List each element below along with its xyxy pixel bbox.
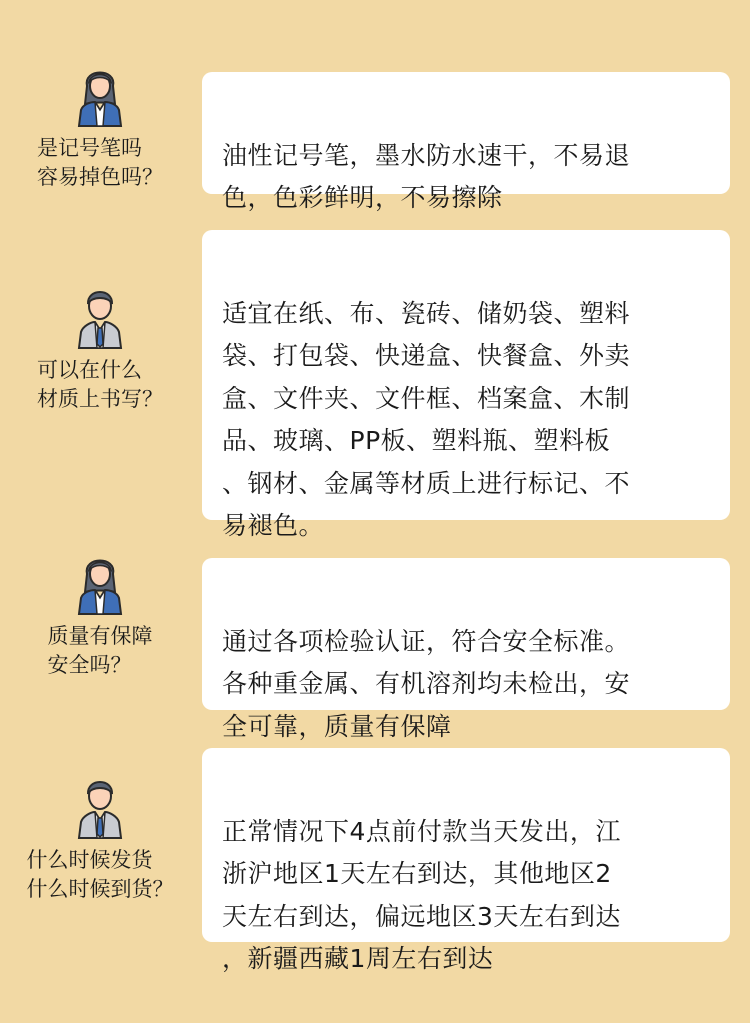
answer-text: 适宜在纸、布、瓷砖、储奶袋、塑料 袋、打包袋、快递盒、快餐盒、外卖 盒、文件夹、文件框、档案盒、木制 品、玻璃、PP板、塑料瓶、塑料板 、钢材、金属等材质上进行标记、不 易褪色。 (222, 298, 631, 540)
asker-1 (0, 58, 200, 192)
answer-text: 通过各项检验认证，符合安全标准。 各种重金属、有机溶剂均未检出，安 全可靠，质量有保障 (222, 626, 631, 741)
businessman-icon (75, 280, 125, 350)
question-text: 是记号笔吗 容易掉色吗？ (37, 136, 163, 189)
answer-bubble (202, 72, 730, 212)
asker-3 (0, 546, 200, 680)
question-text: 质量有保障 安全吗？ (47, 624, 153, 677)
question-text: 可以在什么 材质上书写？ (37, 358, 163, 411)
asker-4 (0, 770, 200, 904)
answer-bubble (202, 230, 730, 540)
businessman-icon (75, 770, 125, 840)
answer-bubble (202, 558, 730, 741)
answer-text: 正常情况下4点前付款当天发出，江 浙沪地区1天左右到达，其他地区2 天左右到达，偏远地区3天左右到达 ，新疆西藏1周左右到达 (222, 816, 621, 973)
businesswoman-icon (75, 546, 125, 616)
asker-2 (0, 280, 200, 414)
question-text: 什么时候发货 什么时候到货？ (26, 848, 174, 901)
answer-bubble (202, 748, 730, 973)
answer-text: 油性记号笔，墨水防水速干，不易退 色，色彩鲜明，不易擦除 (222, 140, 631, 212)
businesswoman-icon (75, 58, 125, 128)
